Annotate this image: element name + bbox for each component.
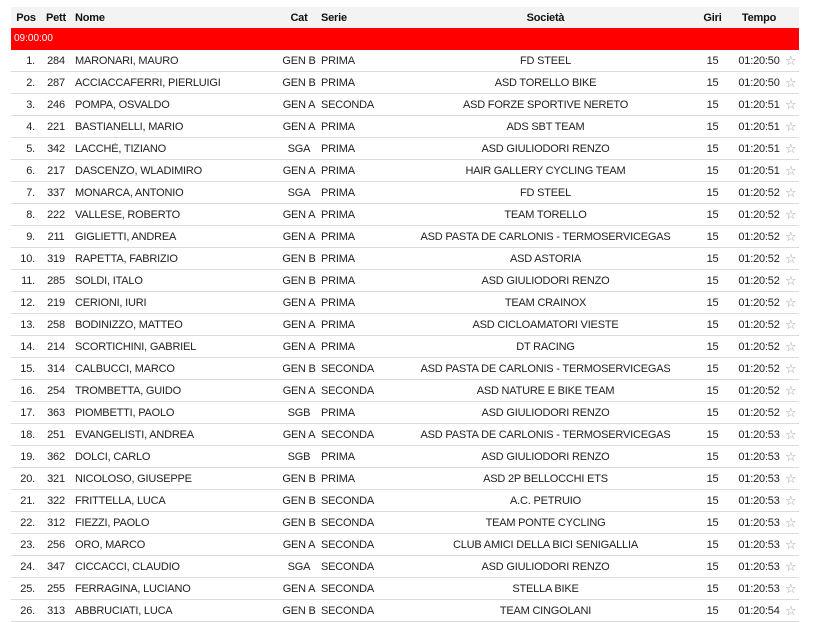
- cat-cell: GEN A: [282, 538, 316, 551]
- serie-cell: SECONDA: [321, 428, 374, 441]
- giri-cell: 15: [706, 362, 719, 375]
- giri-cell: 15: [706, 208, 719, 221]
- serie-cell: PRIMA: [321, 208, 355, 221]
- pos-cell: 9.: [26, 230, 35, 243]
- serie-cell: SECONDA: [321, 604, 374, 617]
- tempo-cell: 01:20:50: [738, 54, 780, 67]
- tempo-cell: 01:20:53: [738, 472, 780, 485]
- tempo-cell: 01:20:53: [738, 428, 780, 441]
- societa-cell: ASD FORZE SPORTIVE NERETO: [462, 98, 629, 111]
- cat-cell: SGB: [287, 406, 311, 419]
- favorite-star-icon[interactable]: ☆: [785, 404, 797, 420]
- table-row[interactable]: [11, 116, 799, 138]
- cat-cell: GEN B: [282, 54, 316, 67]
- pett-cell: 217: [47, 164, 65, 177]
- nome-cell: CERIONI, IURI: [75, 296, 147, 309]
- giri-cell: 15: [706, 120, 719, 133]
- pos-cell: 15.: [20, 362, 35, 375]
- giri-cell: 15: [706, 318, 719, 331]
- nome-cell: RAPETTA, FABRIZIO: [75, 252, 178, 265]
- tempo-cell: 01:20:52: [738, 340, 780, 353]
- pos-cell: 25.: [20, 582, 35, 595]
- col-header-nome[interactable]: Nome: [75, 11, 105, 24]
- cat-cell: GEN A: [282, 164, 316, 177]
- societa-cell: CLUB AMICI DELLA BICI SENIGALLIA: [453, 538, 638, 551]
- tempo-cell: 01:20:51: [738, 164, 780, 177]
- nome-cell: NICOLOSO, GIUSEPPE: [75, 472, 192, 485]
- pett-cell: 363: [47, 406, 65, 419]
- table-row[interactable]: [11, 270, 799, 292]
- cat-cell: SGA: [287, 186, 311, 199]
- table-row[interactable]: [11, 50, 799, 72]
- pett-cell: 255: [47, 582, 65, 595]
- giri-cell: 15: [706, 472, 719, 485]
- cat-cell: GEN B: [282, 494, 316, 507]
- giri-cell: 15: [706, 230, 719, 243]
- tempo-cell: 01:20:53: [738, 560, 780, 573]
- pett-cell: 222: [47, 208, 65, 221]
- societa-cell: ASD ASTORIA: [510, 252, 581, 265]
- giri-cell: 15: [706, 98, 719, 111]
- tempo-cell: 01:20:54: [738, 604, 780, 617]
- giri-cell: 15: [706, 604, 719, 617]
- pos-cell: 8.: [26, 208, 35, 221]
- pett-cell: 214: [47, 340, 65, 353]
- table-row[interactable]: [11, 72, 799, 94]
- table-row[interactable]: [11, 358, 799, 380]
- societa-cell: TEAM TORELLO: [504, 208, 587, 221]
- societa-cell: ASD GIULIODORI RENZO: [481, 450, 610, 463]
- societa-cell: FD STEEL: [520, 54, 571, 67]
- nome-cell: TROMBETTA, GUIDO: [75, 384, 181, 397]
- giri-cell: 15: [706, 516, 719, 529]
- table-row[interactable]: [11, 292, 799, 314]
- serie-cell: SECONDA: [321, 538, 374, 551]
- pos-cell: 19.: [20, 450, 35, 463]
- cat-cell: GEN A: [282, 582, 316, 595]
- favorite-star-icon[interactable]: ☆: [785, 52, 797, 68]
- favorite-star-icon[interactable]: ☆: [785, 426, 797, 442]
- serie-cell: SECONDA: [321, 494, 374, 507]
- serie-cell: PRIMA: [321, 450, 355, 463]
- pos-cell: 3.: [26, 98, 35, 111]
- cat-cell: GEN A: [282, 208, 316, 221]
- cat-cell: GEN A: [282, 230, 316, 243]
- cat-cell: SGB: [287, 450, 311, 463]
- table-row[interactable]: [11, 600, 799, 622]
- giri-cell: 15: [706, 54, 719, 67]
- nome-cell: EVANGELISTI, ANDREA: [75, 428, 194, 441]
- favorite-star-icon[interactable]: ☆: [785, 448, 797, 464]
- serie-cell: PRIMA: [321, 54, 355, 67]
- pos-cell: 7.: [26, 186, 35, 199]
- serie-cell: PRIMA: [321, 406, 355, 419]
- favorite-star-icon[interactable]: ☆: [785, 514, 797, 530]
- societa-cell: ASD GIULIODORI RENZO: [481, 560, 610, 573]
- serie-cell: PRIMA: [321, 296, 355, 309]
- pos-cell: 20.: [20, 472, 35, 485]
- serie-cell: PRIMA: [321, 120, 355, 133]
- serie-cell: SECONDA: [321, 516, 374, 529]
- societa-cell: ASD GIULIODORI RENZO: [481, 274, 610, 287]
- nome-cell: DOLCI, CARLO: [75, 450, 151, 463]
- table-row[interactable]: [11, 534, 799, 556]
- favorite-star-icon[interactable]: ☆: [785, 294, 797, 310]
- pos-cell: 14.: [20, 340, 35, 353]
- societa-cell: STELLA BIKE: [512, 582, 579, 595]
- favorite-star-icon[interactable]: ☆: [785, 316, 797, 332]
- start-time-group: 09:00:00: [11, 28, 799, 50]
- favorite-star-icon[interactable]: ☆: [785, 536, 797, 552]
- table-row[interactable]: [11, 314, 799, 336]
- pett-cell: 256: [47, 538, 65, 551]
- nome-cell: ACCIACCAFERRI, PIERLUIGI: [75, 76, 221, 89]
- tempo-cell: 01:20:53: [738, 582, 780, 595]
- pett-cell: 347: [47, 560, 65, 573]
- favorite-star-icon[interactable]: ☆: [785, 184, 797, 200]
- table-row[interactable]: [11, 380, 799, 402]
- nome-cell: CICCACCI, CLAUDIO: [75, 560, 180, 573]
- table-row[interactable]: [11, 468, 799, 490]
- nome-cell: SOLDI, ITALO: [75, 274, 143, 287]
- serie-cell: PRIMA: [321, 142, 355, 155]
- serie-cell: PRIMA: [321, 252, 355, 265]
- favorite-star-icon[interactable]: ☆: [785, 140, 797, 156]
- nome-cell: MARONARI, MAURO: [75, 54, 179, 67]
- giri-cell: 15: [706, 560, 719, 573]
- table-row[interactable]: [11, 182, 799, 204]
- table-row[interactable]: [11, 490, 799, 512]
- societa-cell: ASD PASTA DE CARLONIS - TERMOSERVICEGAS: [420, 230, 671, 243]
- table-row[interactable]: [11, 248, 799, 270]
- giri-cell: 15: [706, 406, 719, 419]
- pett-cell: 258: [47, 318, 65, 331]
- societa-cell: FD STEEL: [520, 186, 571, 199]
- nome-cell: POMPA, OSVALDO: [75, 98, 170, 111]
- pett-cell: 246: [47, 98, 65, 111]
- cat-cell: GEN B: [282, 274, 316, 287]
- favorite-star-icon[interactable]: ☆: [785, 206, 797, 222]
- serie-cell: SECONDA: [321, 582, 374, 595]
- tempo-cell: 01:20:51: [738, 98, 780, 111]
- table-row[interactable]: [11, 512, 799, 534]
- pett-cell: 251: [47, 428, 65, 441]
- tempo-cell: 01:20:51: [738, 120, 780, 133]
- pett-cell: 312: [47, 516, 65, 529]
- serie-cell: SECONDA: [321, 560, 374, 573]
- nome-cell: DASCENZO, WLADIMIRO: [75, 164, 202, 177]
- tempo-cell: 01:20:52: [738, 384, 780, 397]
- giri-cell: 15: [706, 164, 719, 177]
- societa-cell: HAIR GALLERY CYCLING TEAM: [465, 164, 626, 177]
- table-row[interactable]: [11, 402, 799, 424]
- table-row[interactable]: [11, 94, 799, 116]
- pos-cell: 6.: [26, 164, 35, 177]
- pett-cell: 221: [47, 120, 65, 133]
- favorite-star-icon[interactable]: ☆: [785, 360, 797, 376]
- nome-cell: ABBRUCIATI, LUCA: [75, 604, 173, 617]
- col-header-pos[interactable]: Pos: [16, 11, 36, 24]
- nome-cell: MONARCA, ANTONIO: [75, 186, 184, 199]
- table-row[interactable]: [11, 160, 799, 182]
- giri-cell: 15: [706, 76, 719, 89]
- results-table: [11, 7, 799, 622]
- giri-cell: 15: [706, 450, 719, 463]
- giri-cell: 15: [706, 252, 719, 265]
- cat-cell: GEN A: [282, 98, 316, 111]
- pos-cell: 24.: [20, 560, 35, 573]
- tempo-cell: 01:20:50: [738, 76, 780, 89]
- col-header-tempo[interactable]: Tempo: [741, 11, 777, 24]
- favorite-star-icon[interactable]: ☆: [785, 492, 797, 508]
- col-header-giri[interactable]: Giri: [703, 11, 722, 24]
- favorite-star-icon[interactable]: ☆: [785, 96, 797, 112]
- tempo-cell: 01:20:52: [738, 230, 780, 243]
- nome-cell: FRITTELLA, LUCA: [75, 494, 166, 507]
- col-header-cat[interactable]: Cat: [290, 11, 308, 24]
- societa-cell: ASD GIULIODORI RENZO: [481, 406, 610, 419]
- tempo-cell: 01:20:53: [738, 450, 780, 463]
- cat-cell: GEN B: [282, 76, 316, 89]
- pos-cell: 22.: [20, 516, 35, 529]
- societa-cell: ASD GIULIODORI RENZO: [481, 142, 610, 155]
- serie-cell: PRIMA: [321, 186, 355, 199]
- societa-cell: TEAM PONTE CYCLING: [485, 516, 606, 529]
- societa-cell: ASD PASTA DE CARLONIS - TERMOSERVICEGAS: [420, 428, 671, 441]
- serie-cell: PRIMA: [321, 340, 355, 353]
- serie-cell: PRIMA: [321, 472, 355, 485]
- favorite-star-icon[interactable]: ☆: [785, 558, 797, 574]
- table-body: [11, 50, 799, 622]
- tempo-cell: 01:20:52: [738, 296, 780, 309]
- societa-cell: TEAM CINGOLANI: [499, 604, 592, 617]
- pos-cell: 18.: [20, 428, 35, 441]
- nome-cell: VALLESE, ROBERTO: [75, 208, 181, 221]
- tempo-cell: 01:20:51: [738, 142, 780, 155]
- cat-cell: GEN A: [282, 318, 316, 331]
- tempo-cell: 01:20:52: [738, 252, 780, 265]
- societa-cell: A.C. PETRUIO: [510, 494, 581, 507]
- serie-cell: SECONDA: [321, 98, 374, 111]
- societa-cell: DT RACING: [516, 340, 575, 353]
- pos-cell: 10.: [20, 252, 35, 265]
- societa-cell: ADS SBT TEAM: [506, 120, 585, 133]
- societa-cell: ASD 2P BELLOCCHI ETS: [483, 472, 608, 485]
- favorite-star-icon[interactable]: ☆: [785, 272, 797, 288]
- favorite-star-icon[interactable]: ☆: [785, 338, 797, 354]
- table-row[interactable]: [11, 578, 799, 600]
- pos-cell: 5.: [26, 142, 35, 155]
- tempo-cell: 01:20:53: [738, 516, 780, 529]
- giri-cell: 15: [706, 428, 719, 441]
- nome-cell: GIGLIETTI, ANDREA: [75, 230, 177, 243]
- giri-cell: 15: [706, 538, 719, 551]
- cat-cell: GEN A: [282, 120, 316, 133]
- favorite-star-icon[interactable]: ☆: [785, 250, 797, 266]
- nome-cell: CALBUCCI, MARCO: [75, 362, 175, 375]
- favorite-star-icon[interactable]: ☆: [785, 118, 797, 134]
- serie-cell: SECONDA: [321, 362, 374, 375]
- serie-cell: PRIMA: [321, 274, 355, 287]
- nome-cell: PIOMBETTI, PAOLO: [75, 406, 175, 419]
- serie-cell: PRIMA: [321, 76, 355, 89]
- tempo-cell: 01:20:53: [738, 538, 780, 551]
- pett-cell: 287: [47, 76, 65, 89]
- societa-cell: ASD PASTA DE CARLONIS - TERMOSERVICEGAS: [420, 362, 671, 375]
- favorite-star-icon[interactable]: ☆: [785, 74, 797, 90]
- pos-cell: 4.: [26, 120, 35, 133]
- pos-cell: 23.: [20, 538, 35, 551]
- pett-cell: 219: [47, 296, 65, 309]
- pett-cell: 319: [47, 252, 65, 265]
- giri-cell: 15: [706, 142, 719, 155]
- tempo-cell: 01:20:52: [738, 318, 780, 331]
- tempo-cell: 01:20:52: [738, 208, 780, 221]
- serie-cell: PRIMA: [321, 230, 355, 243]
- societa-cell: TEAM CRAINOX: [504, 296, 587, 309]
- pett-cell: 211: [47, 230, 65, 243]
- giri-cell: 15: [706, 384, 719, 397]
- pos-cell: 12.: [20, 296, 35, 309]
- pos-cell: 13.: [20, 318, 35, 331]
- pett-cell: 284: [47, 54, 65, 67]
- giri-cell: 15: [706, 494, 719, 507]
- pett-cell: 321: [47, 472, 65, 485]
- pos-cell: 17.: [20, 406, 35, 419]
- nome-cell: LACCHÈ, TIZIANO: [75, 142, 166, 155]
- table-row[interactable]: [11, 138, 799, 160]
- table-row[interactable]: [11, 556, 799, 578]
- cat-cell: GEN B: [282, 516, 316, 529]
- pett-cell: 337: [47, 186, 65, 199]
- table-header: [11, 7, 799, 28]
- giri-cell: 15: [706, 582, 719, 595]
- cat-cell: GEN A: [282, 384, 316, 397]
- societa-cell: ASD CICLOAMATORI VIESTE: [472, 318, 619, 331]
- favorite-star-icon[interactable]: ☆: [785, 470, 797, 486]
- col-header-serie[interactable]: Serie: [321, 11, 347, 24]
- pett-cell: 322: [47, 494, 65, 507]
- nome-cell: FERRAGINA, LUCIANO: [75, 582, 191, 595]
- table-row[interactable]: [11, 446, 799, 468]
- pos-cell: 16.: [20, 384, 35, 397]
- cat-cell: GEN B: [282, 252, 316, 265]
- pos-cell: 1.: [26, 54, 35, 67]
- favorite-star-icon[interactable]: ☆: [785, 162, 797, 178]
- cat-cell: GEN B: [282, 472, 316, 485]
- giri-cell: 15: [706, 274, 719, 287]
- tempo-cell: 01:20:53: [738, 494, 780, 507]
- pett-cell: 362: [47, 450, 65, 463]
- nome-cell: FIEZZI, PAOLO: [75, 516, 150, 529]
- giri-cell: 15: [706, 340, 719, 353]
- favorite-star-icon[interactable]: ☆: [785, 602, 797, 618]
- table-row[interactable]: [11, 226, 799, 248]
- societa-cell: ASD NATURE E BIKE TEAM: [476, 384, 615, 397]
- cat-cell: GEN B: [282, 604, 316, 617]
- serie-cell: PRIMA: [321, 164, 355, 177]
- pett-cell: 254: [47, 384, 65, 397]
- pett-cell: 285: [47, 274, 65, 287]
- societa-cell: ASD TORELLO BIKE: [494, 76, 597, 89]
- tempo-cell: 01:20:52: [738, 406, 780, 419]
- serie-cell: SECONDA: [321, 384, 374, 397]
- table-row[interactable]: [11, 336, 799, 358]
- nome-cell: BASTIANELLI, MARIO: [75, 120, 184, 133]
- nome-cell: BODINIZZO, MATTEO: [75, 318, 183, 331]
- serie-cell: PRIMA: [321, 318, 355, 331]
- col-header-pett[interactable]: Pett: [46, 11, 66, 24]
- favorite-star-icon[interactable]: ☆: [785, 228, 797, 244]
- favorite-star-icon[interactable]: ☆: [785, 580, 797, 596]
- pos-cell: 21.: [20, 494, 35, 507]
- cat-cell: GEN B: [282, 362, 316, 375]
- table-row[interactable]: [11, 204, 799, 226]
- pett-cell: 313: [47, 604, 65, 617]
- cat-cell: SGA: [287, 142, 311, 155]
- nome-cell: SCORTICHINI, GABRIEL: [75, 340, 197, 353]
- tempo-cell: 01:20:52: [738, 362, 780, 375]
- pos-cell: 2.: [26, 76, 35, 89]
- pos-cell: 26.: [20, 604, 35, 617]
- col-header-societa[interactable]: Società: [526, 11, 565, 24]
- pos-cell: 11.: [21, 274, 35, 287]
- tempo-cell: 01:20:52: [738, 186, 780, 199]
- nome-cell: ORO, MARCO: [75, 538, 146, 551]
- favorite-star-icon[interactable]: ☆: [785, 382, 797, 398]
- tempo-cell: 01:20:52: [738, 274, 780, 287]
- pett-cell: 342: [47, 142, 65, 155]
- giri-cell: 15: [706, 186, 719, 199]
- pett-cell: 314: [47, 362, 65, 375]
- table-row[interactable]: [11, 424, 799, 446]
- cat-cell: GEN A: [282, 428, 316, 441]
- cat-cell: SGA: [287, 560, 311, 573]
- cat-cell: GEN A: [282, 340, 316, 353]
- cat-cell: GEN A: [282, 296, 316, 309]
- giri-cell: 15: [706, 296, 719, 309]
